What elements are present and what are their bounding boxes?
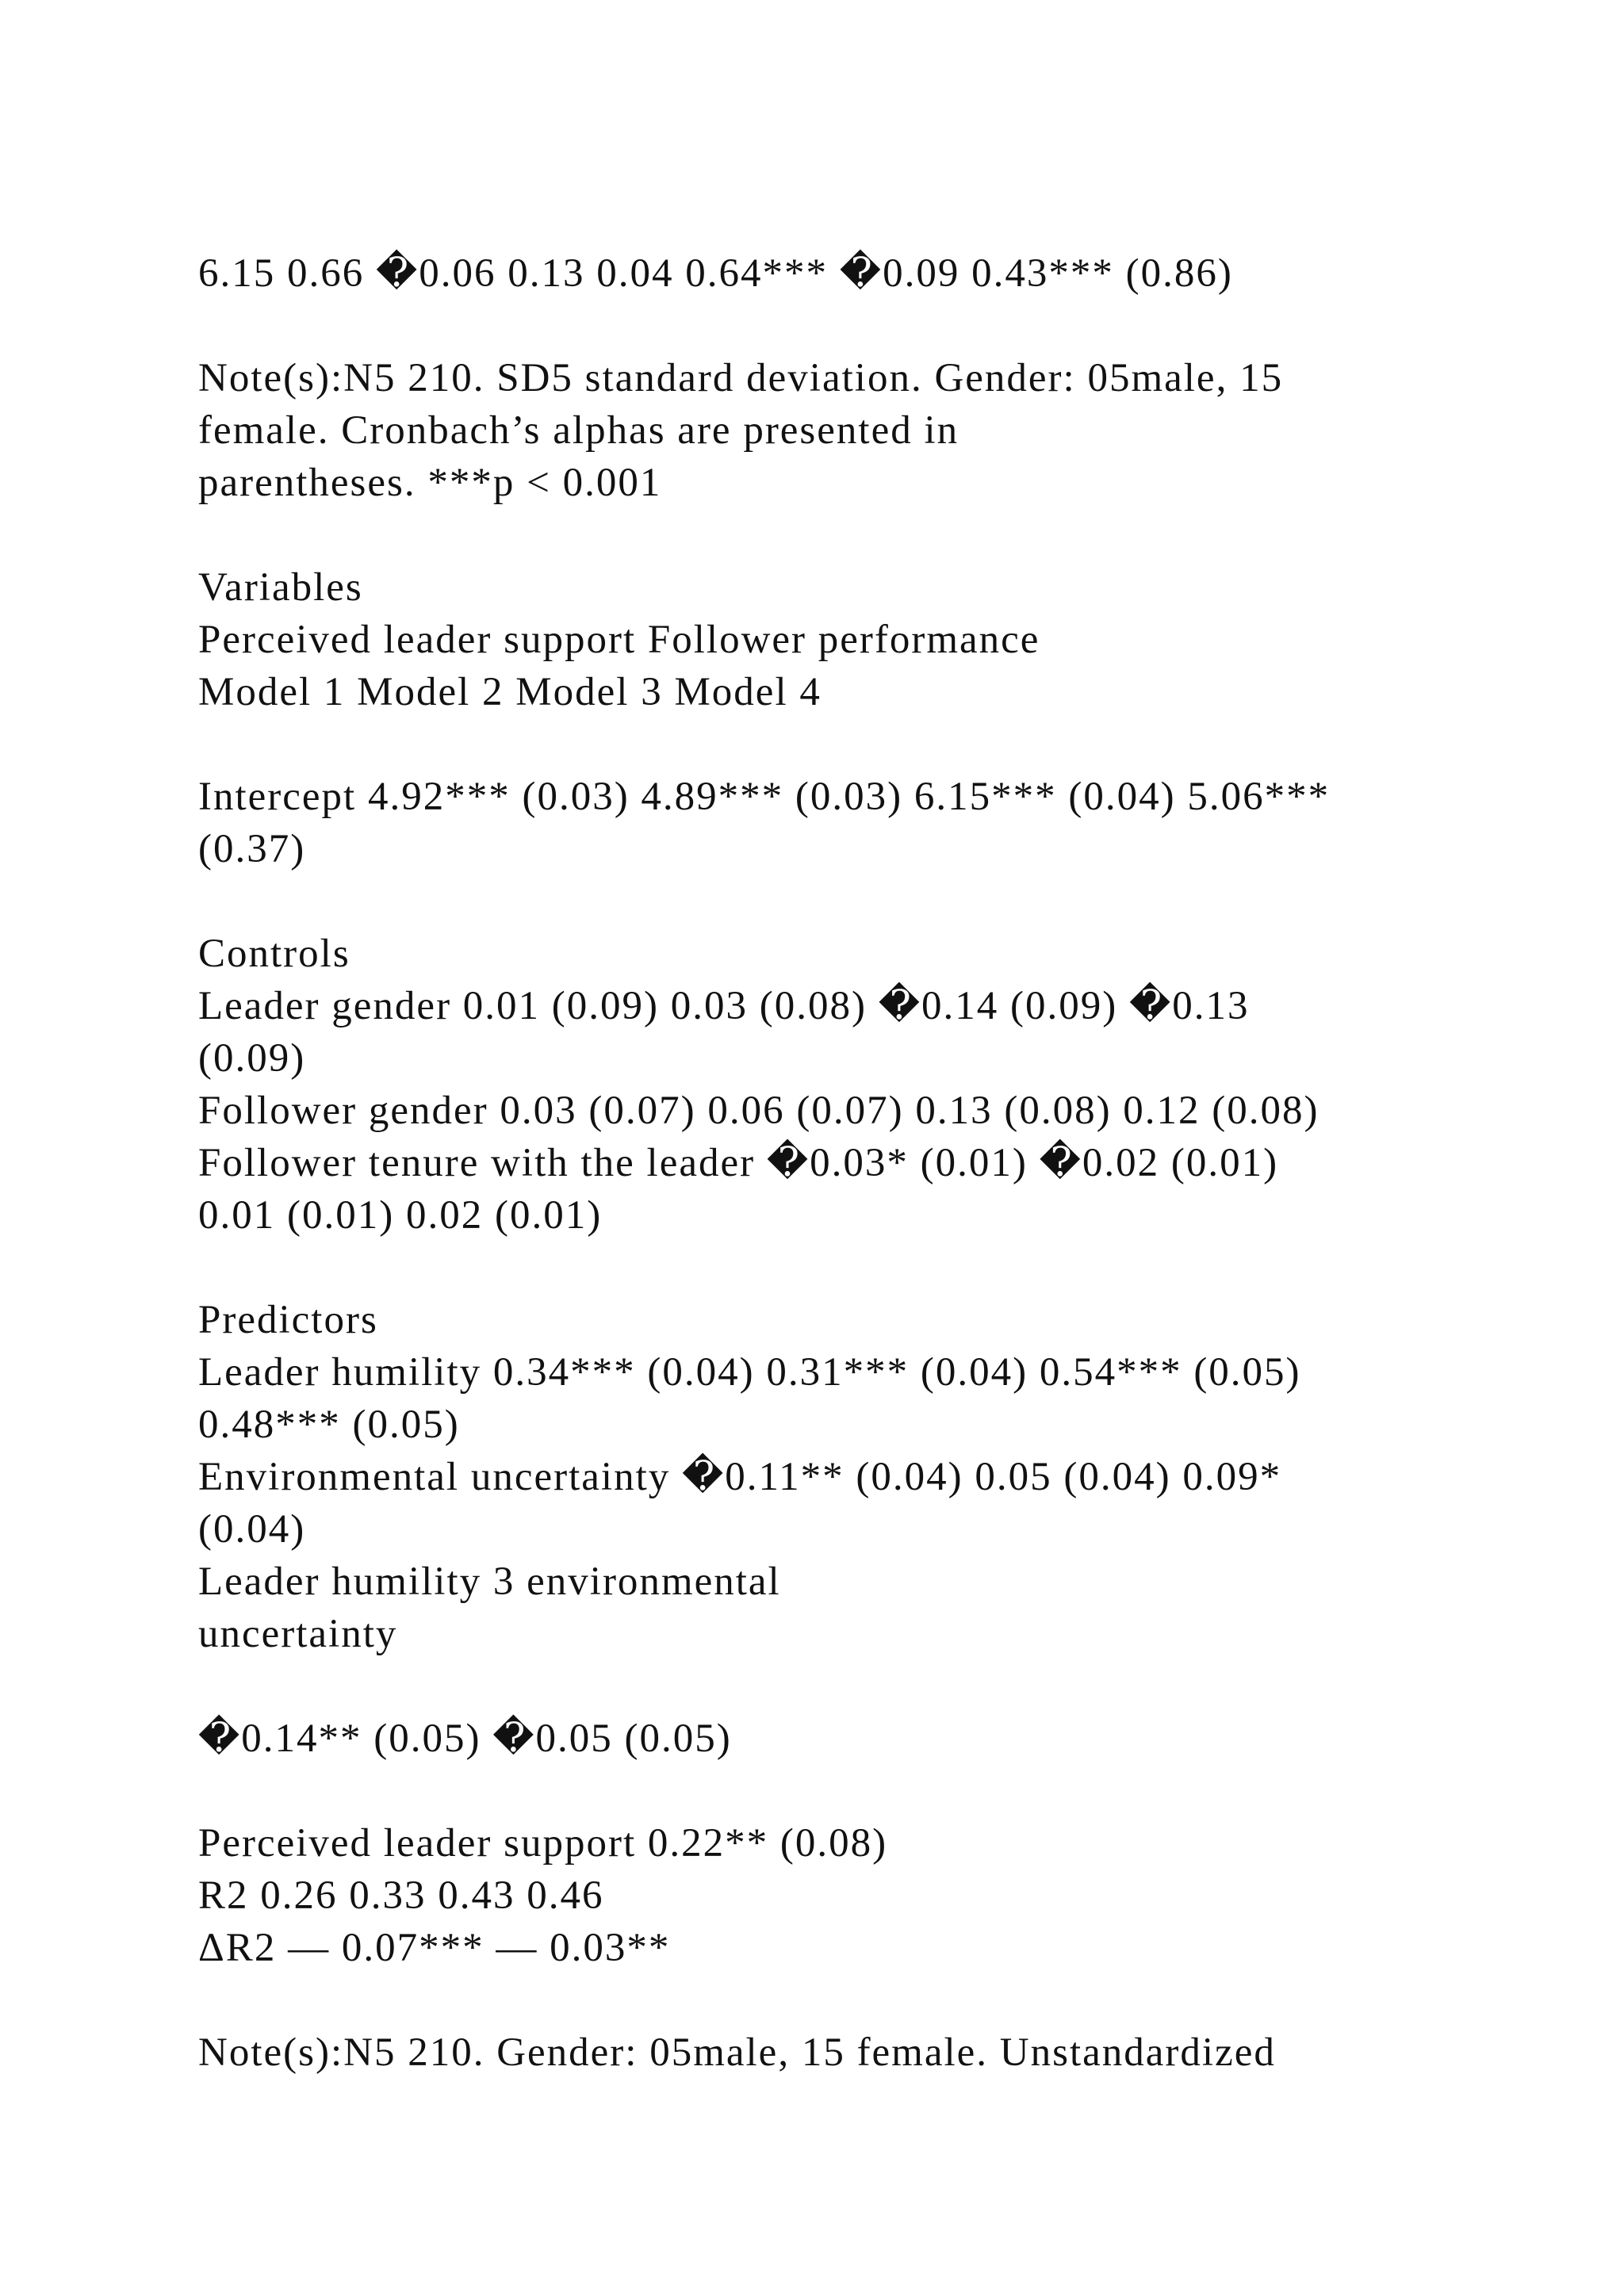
- blank-line: [198, 1765, 1483, 1817]
- text-line: (0.04): [198, 1507, 306, 1552]
- text-line: 0.48*** (0.05): [198, 1402, 460, 1447]
- text-line: ΔR2 — 0.07*** — 0.03**: [198, 1926, 671, 1970]
- text-line: Predictors: [198, 1298, 378, 1342]
- text-line: 0.01 (0.01) 0.02 (0.01): [198, 1193, 603, 1238]
- blank-line: [198, 509, 1483, 561]
- text-line: Variables: [198, 565, 363, 610]
- text-line: 6.15 0.66 �0.06 0.13 0.04 0.64*** �0.09 0.43*** (0.86): [198, 251, 1233, 296]
- text-line: �0.14** (0.05) �0.05 (0.05): [198, 1716, 732, 1761]
- text-line: (0.09): [198, 1036, 306, 1081]
- text-line: parentheses. ***p < 0.001: [198, 461, 662, 505]
- text-line: Model 1 Model 2 Model 3 Model 4: [198, 670, 822, 714]
- text-line: Leader humility 3 environmental: [198, 1559, 781, 1604]
- blank-line: [198, 718, 1483, 771]
- blank-line: [198, 1974, 1483, 2026]
- document-text: [198, 247, 1483, 2079]
- text-line: Controls: [198, 932, 350, 976]
- text-line: (0.37): [198, 827, 306, 871]
- text-line: uncertainty: [198, 1612, 398, 1656]
- text-line: Note(s):N5 210. Gender: 05male, 15 female. Unstandardized: [198, 2030, 1276, 2075]
- text-line: R2 0.26 0.33 0.43 0.46: [198, 1873, 604, 1918]
- text-line: Follower tenure with the leader �0.03* (0.01) �0.02 (0.01): [198, 1141, 1279, 1185]
- text-line: Leader gender 0.01 (0.09) 0.03 (0.08) �0.14 (0.09) �0.13: [198, 984, 1250, 1028]
- text-line: Intercept 4.92*** (0.03) 4.89*** (0.03) 6.15*** (0.04) 5.06***: [198, 775, 1331, 819]
- text-line: Perceived leader support 0.22** (0.08): [198, 1821, 888, 1866]
- text-line: Follower gender 0.03 (0.07) 0.06 (0.07) 0.13 (0.08) 0.12 (0.08): [198, 1089, 1320, 1133]
- blank-line: [198, 1660, 1483, 1712]
- text-line: Perceived leader support Follower performance: [198, 618, 1040, 662]
- blank-line: [198, 1242, 1483, 1294]
- text-line: Environmental uncertainty �0.11** (0.04) 0.05 (0.04) 0.09*: [198, 1455, 1282, 1499]
- blank-line: [198, 875, 1483, 928]
- text-line: Note(s):N5 210. SD5 standard deviation. Gender: 05male, 15: [198, 356, 1284, 400]
- text-line: Leader humility 0.34*** (0.04) 0.31*** (0.04) 0.54*** (0.05): [198, 1350, 1301, 1395]
- text-line: female. Cronbach’s alphas are presented in: [198, 408, 959, 453]
- blank-line: [198, 300, 1483, 352]
